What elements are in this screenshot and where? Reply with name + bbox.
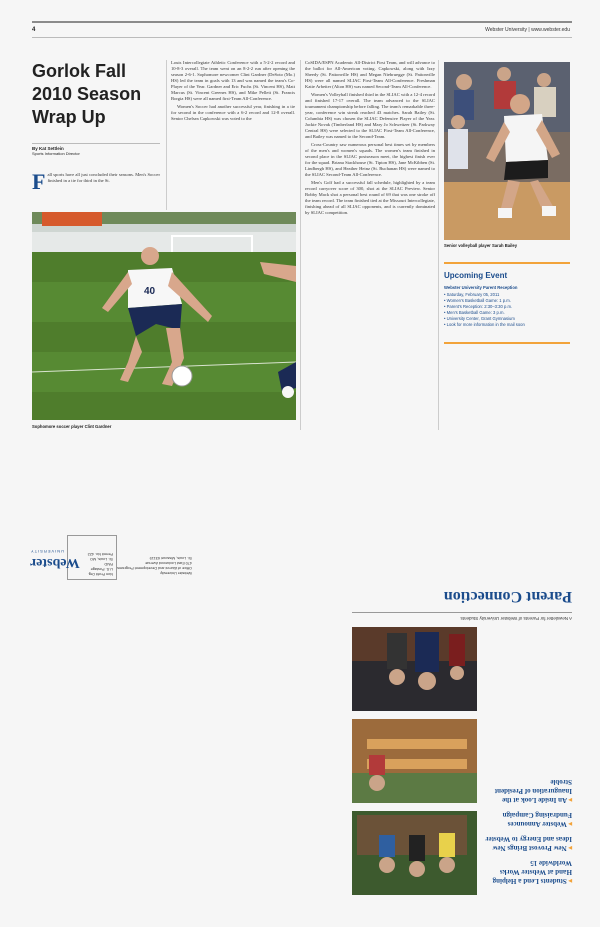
back-cover — [30, 505, 572, 905]
postage-line: PAID — [104, 562, 113, 566]
event-heading: Upcoming Event — [444, 271, 508, 280]
classroom-photo — [352, 719, 477, 803]
address-line: Office of Alumni and Development Programs — [117, 566, 192, 570]
article-column-3 — [305, 60, 435, 218]
paragraph: Louis Intercollegiate Athletic Conference with a 5-2-2 record and 10-8-3 overall. The team went on an 8-2-2 run after opening the season 2-6-1. Sophomore newcomer Clint Gardner (DeSoto (Mo.) HS) led the team in goals with 13 and was named the team's Co-Player of the Year. Gardner and Eric Fuchs (St. Vincent HS), Matt Marcus (St. Vincent Greenes HS), and Mike Pellett (St. Francis Borgia HS) were all named first-Team All-Conference. — [171, 60, 295, 101]
postage-line: U.S. Postage — [90, 567, 113, 571]
soccer-caption: Sophomore soccer player Clint Gardner — [32, 424, 112, 429]
postage-line: Non Profit Org. — [87, 572, 113, 576]
column-rule — [166, 60, 167, 210]
soccer-photo — [32, 212, 296, 420]
top-rule — [32, 21, 572, 23]
paragraph: Women's Soccer had another successful year, finishing in a tie for second in the conference with a 6-2 record and 12-8 overall. Senior Chelsea Capkowski was voted to the — [171, 104, 295, 121]
event-item: • Men's Basketball Game: 3 p.m. — [444, 310, 505, 315]
paragraph: CoSIDA/ESPN Academic All-District First Team, and will advance to the ballot for All-American voting. Capkowski, along with Izzy Sheedy (St. Pattonville HS) and Megan Niebruegge (St. Pattonville HS) were all named SLIAC First-Team All-Conference. Freshman Katie Arbeiter (Alton HS) was named Second-Team All-Conference. — [305, 60, 435, 89]
byline-name: By Kat Settlein — [32, 146, 64, 151]
page-number: 4 — [32, 27, 36, 33]
article-title: Gorlok Fall 2010 Season Wrap Up — [32, 61, 142, 127]
paragraph: Cross-Country saw numerous personal best times set by members of the men's and women's squads. The women's team finished in second place in the SLIAC postseason meet, the highest finish ever for the squad. Briana Stackhouse (St. Tipton HS), Jane McKibben (St. Lindbergh HS), and Heather Heinz (St. Buchanan HS) were named to the SLIAC Second-Team All-Conference. — [305, 142, 435, 177]
byline — [32, 143, 160, 156]
table-of-contents — [482, 771, 572, 885]
logo-university: UNIVERSITY — [30, 549, 65, 554]
logo-wordmark: Webster — [30, 555, 80, 570]
event-rule-top — [444, 262, 570, 264]
volunteer-photo — [352, 811, 477, 895]
toc-item: ▸ An Inside Look at the Inauguration of President Stroble — [482, 777, 572, 804]
intro-text: all sports have all just concluded their seasons. Men's Soccer finished in a tie for third in the St. — [47, 172, 160, 183]
event-item: • Saturday, February 05, 2011 — [444, 292, 500, 297]
column-rule — [300, 60, 301, 430]
event-rule-bottom — [444, 342, 570, 344]
header-divider — [32, 37, 572, 38]
upcoming-event-box — [444, 262, 570, 344]
article-intro — [32, 169, 160, 194]
event-item: • University Center, Grant Gymnasium — [444, 316, 515, 321]
address-line: Webster University — [160, 571, 192, 575]
toc-item: ▸ Students Lend a Helping Hand at Webster Works Worldwide 15 — [482, 858, 572, 885]
paragraph: Men's Golf had a successful fall schedule, highlighted by a team record carryover score of 300, shot at the SLIAC Preview. Senior Bobby Mack shot a personal best round of 69 that was one stroke off the team record. The team finished tied at the Missouri Intercollegiate, finishing ahead of all SLIAC opponents, and is currently dominated by SLIAC competition. — [305, 180, 435, 215]
drop-cap: F — [32, 169, 46, 194]
postage-line: Permit No. 422 — [87, 552, 113, 556]
toc-item: ▸ New Provost Brings New Ideas and Energy to Webster — [482, 834, 572, 852]
newsletter-tagline: A Newsletter for Parents of Webster University Students — [352, 612, 572, 621]
newsletter-nameplate: Parent Connection — [443, 588, 572, 605]
postage-line: St. Louis, MO — [89, 557, 113, 561]
running-head: Webster University | www.webster.edu — [485, 27, 570, 33]
toc-item: ▸ Webster Announces Fundraising Campaign — [482, 810, 572, 828]
svg-text:40: 40 — [144, 286, 156, 297]
event-item: • Women's Basketball Game: 1 p.m. — [444, 298, 511, 303]
event-subheading: Webster University Parent Reception — [444, 285, 518, 290]
volleyball-caption: Senior volleyball player Sarah Bailey — [444, 243, 518, 248]
address-line: 470 East Lockwood Avenue — [145, 561, 192, 565]
event-item: • Look for more information in the mail soon — [444, 322, 525, 327]
inauguration-photo — [352, 627, 477, 711]
article-column-2 — [171, 60, 295, 124]
paragraph: Women's Volleyball finished third in the SLIAC with a 12-4 record and finished 17-17 overall. The team advanced to the SLIAC tournament championship before falling. The team's remarkable three-year, conference win streak reached 43 matches. Sarah Bailey (St. Columbia HS) was chosen the SLIAC Defensive Player of the Year. Jackie Novak (Timberland HS) and Mary Jo Schweitzer (St. Parkway Central HS) were selected to the SLIAC First-Team All-Conference, and Bailey was named to the Second-Team. — [305, 92, 435, 139]
webster-logo — [30, 530, 100, 570]
address-line: St. Louis, Missouri 63119 — [149, 556, 192, 560]
column-rule — [438, 60, 439, 430]
byline-role: Sports Information Director — [32, 151, 80, 156]
volleyball-photo — [444, 62, 570, 240]
event-item: • Parent's Reception: 2:30–3:30 p.m. — [444, 304, 513, 309]
